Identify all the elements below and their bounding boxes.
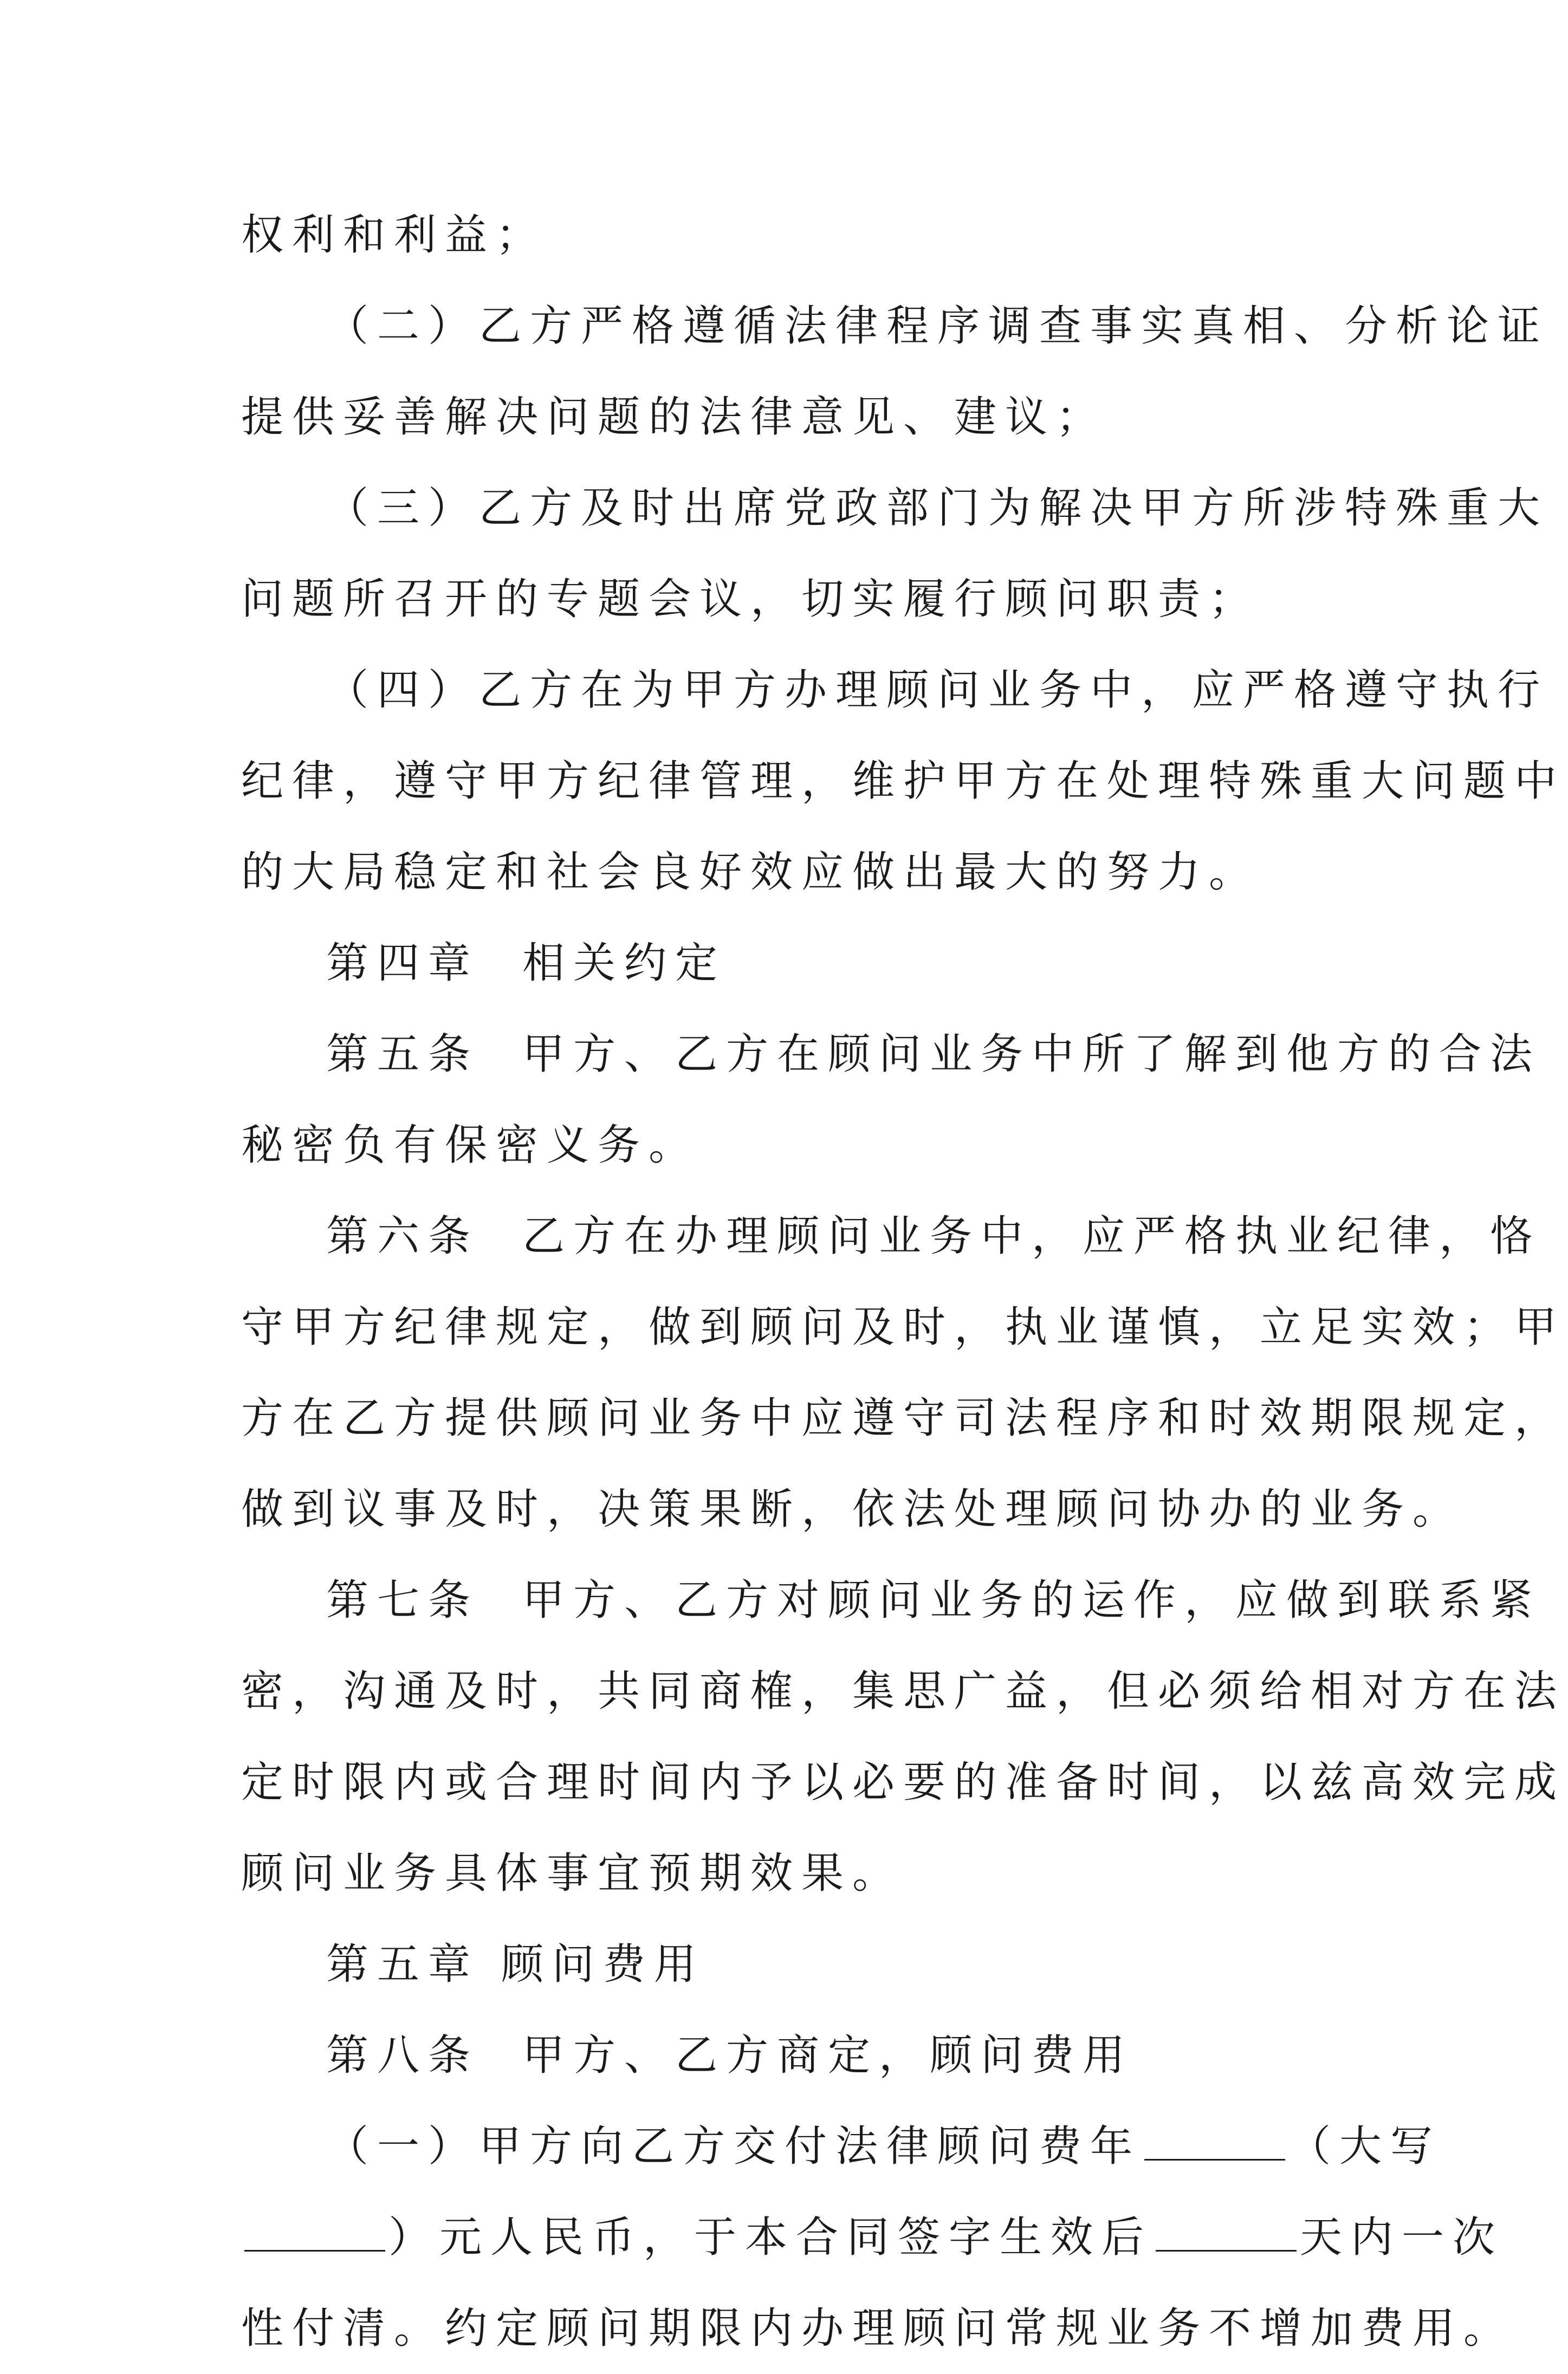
article-6-line-3: 方在乙方提供顾问业务中应遵守司法程序和时效期限规定， [241,1394,1566,1443]
chapter-5-heading: 第五章 顾问费用 [326,1940,705,1989]
article-6-line-4: 做到议事及时，决策果断，依法处理顾问协办的业务。 [241,1485,1464,1534]
fee-clause-line-2 [241,2192,1504,2283]
article-7-text: 甲方、乙方对顾问业务的运作，应做到联系紧 [522,1576,1541,1625]
article-6-line-2: 守甲方纪律规定，做到顾问及时，执业谨慎，立足实效；甲 [241,1303,1566,1352]
fee-clause-text-b: （大写 [1288,2122,1442,2171]
chapter-4-title: 相关约定 [522,939,727,988]
article-7-line-2: 密，沟通及时，共同商榷，集思广益，但必须给相对方在法 [241,1667,1566,1716]
article-8-number: 第八条 [326,2031,480,2080]
fee-amount-blank [1144,2126,1285,2161]
clause-4-line-1: （四）乙方在为甲方办理顾问业务中，应严格遵守执行 [326,666,1549,715]
article-7-line-4: 顾问业务具体事宜预期效果。 [241,1849,904,1898]
article-7-number: 第七条 [326,1576,480,1625]
article-7-line-1 [241,1555,1541,1646]
paragraph-line: 权利和利益； [241,211,547,260]
fee-clause-line-3: 性付清。约定顾问期限内办理顾问常规业务不增加费用。 [241,2304,1515,2353]
article-6-number: 第六条 [326,1212,480,1261]
article-5-number: 第五条 [326,1030,480,1079]
clause-4-line-3: 的大局稳定和社会良好效应做出最大的努力。 [241,848,1260,897]
clause-2-line-1: （二）乙方严格遵循法律程序调查事实真相、分析论证 [326,302,1549,351]
article-5-line-1 [241,1009,1541,1100]
document-body [241,190,1566,2374]
fee-clause-text-a: （一）甲方向乙方交付法律顾问费年 [326,2122,1142,2171]
article-5-text: 甲方、乙方在顾问业务中所了解到他方的合法 [522,1030,1541,1079]
chapter-4-number: 第四章 [326,939,480,988]
article-6-line-1 [241,1191,1541,1282]
article-7-line-3: 定时限内或合理时间内予以必要的准备时间，以兹高效完成 [241,1758,1566,1807]
fee-capital-amount-blank [244,2217,385,2252]
clause-3-line-1: （三）乙方及时出席党政部门为解决甲方所涉特殊重大 [326,484,1549,533]
article-5-line-2: 秘密负有保密义务。 [241,1121,700,1170]
payment-days-blank [1156,2217,1297,2252]
fee-clause-text-d: 天内一次 [1300,2213,1504,2262]
clause-4-line-2: 纪律，遵守甲方纪律管理，维护甲方在处理特殊重大问题中 [241,757,1566,806]
clause-3-line-2: 问题所召开的专题会议，切实履行顾问职责； [241,575,1260,624]
fee-clause-line-1 [241,2101,1442,2192]
fee-clause-text-c: ）元人民币，于本合同签字生效后 [388,2213,1153,2262]
article-8-text: 甲方、乙方商定，顾问费用 [522,2031,1134,2080]
article-8-line-1 [241,2010,1330,2101]
article-6-text: 乙方在办理顾问业务中，应严格执业纪律，恪 [522,1212,1541,1261]
clause-2-line-2: 提供妥善解决问题的法律意见、建议； [241,393,1107,442]
chapter-4-heading [241,918,1330,1009]
